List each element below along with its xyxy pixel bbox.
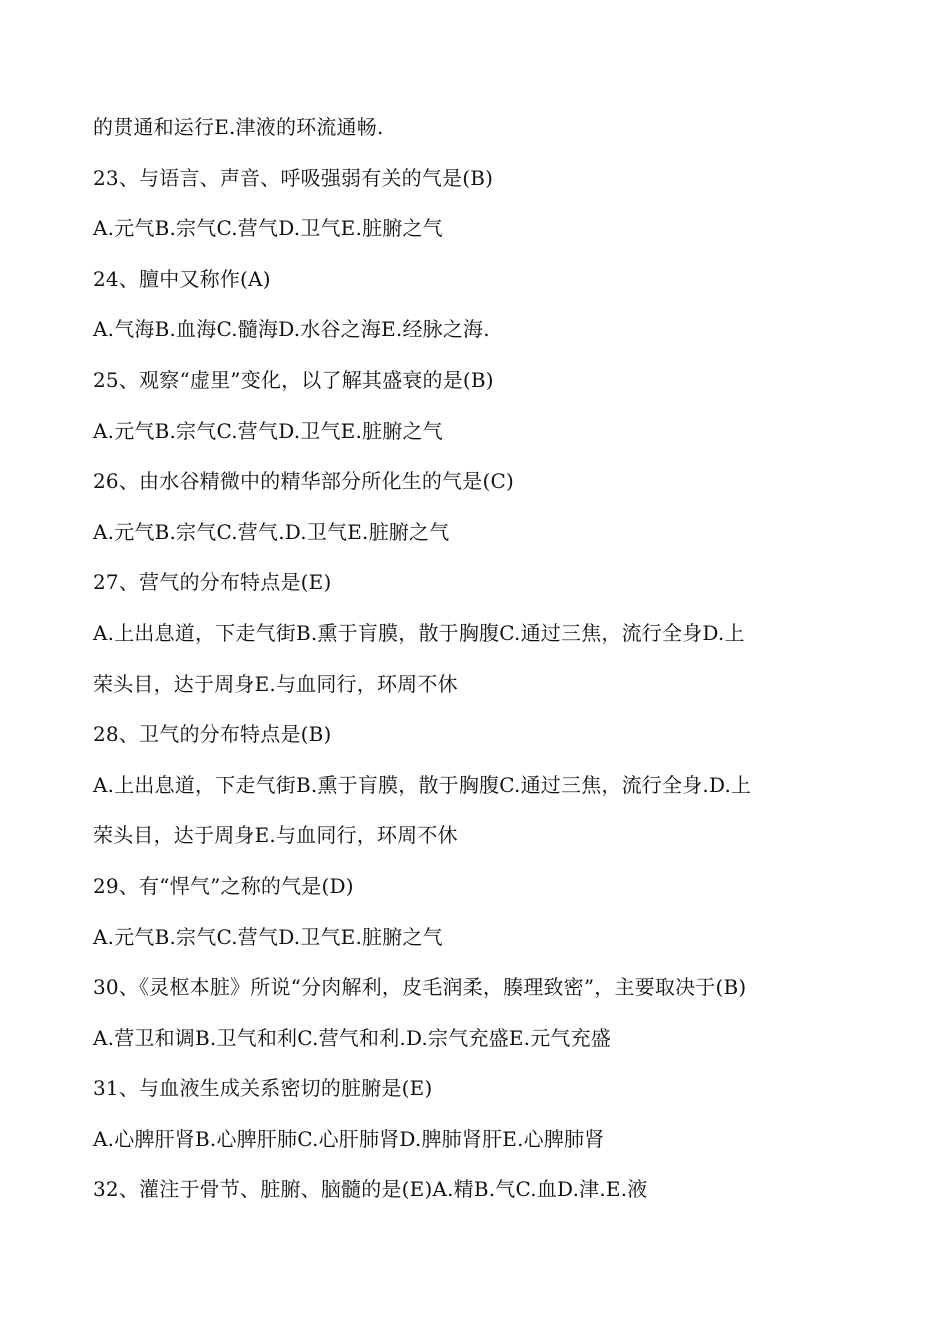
options-27-line-1: A.上出息道，下走气街B.熏于肓膜，散于胸腹C.通过三焦，流行全身D.上 <box>93 620 745 645</box>
question-27: 27、营气的分布特点是(E) <box>93 570 332 595</box>
document-body <box>93 108 883 1221</box>
options-23: A.元气B.宗气C.营气D.卫气E.脏腑之气 <box>93 216 443 241</box>
question-28: 28、卫气的分布特点是(B) <box>93 722 332 747</box>
question-32-with-options: 32、灌注于骨节、脏腑、脑髓的是(E)A.精B.气C.血D.津.E.液 <box>93 1177 648 1202</box>
options-28-line-1: A.上出息道，下走气街B.熏于肓膜，散于胸腹C.通过三焦，流行全身.D.上 <box>93 772 752 797</box>
options-28-line-2: 荣头目，达于周身E.与血同行，环周不休 <box>93 823 458 848</box>
options-27-line-2: 荣头目，达于周身E.与血同行，环周不休 <box>93 671 458 696</box>
question-24: 24、膻中又称作(A) <box>93 266 271 291</box>
options-31: A.心脾肝肾B.心脾肝肺C.心肝肺肾D.脾肺肾肝E.心脾肺肾 <box>93 1126 605 1151</box>
question-29: 29、有“悍气”之称的气是(D) <box>93 873 354 898</box>
question-26: 26、由水谷精微中的精华部分所化生的气是(C) <box>93 469 514 494</box>
options-29: A.元气B.宗气C.营气D.卫气E.脏腑之气 <box>93 924 443 949</box>
question-25: 25、观察“虚里”变化，以了解其盛衰的是(B) <box>93 367 494 392</box>
options-26: A.元气B.宗气C.营气.D.卫气E.脏腑之气 <box>93 519 450 544</box>
text-line-continuation: 的贯通和运行E.津液的环流通畅. <box>93 115 384 139</box>
question-23: 23、与语言、声音、呼吸强弱有关的气是(B) <box>93 165 494 190</box>
options-30: A.营卫和调B.卫气和利C.营气和利.D.宗气充盛E.元气充盛 <box>93 1025 611 1050</box>
options-24: A.气海B.血海C.髓海D.水谷之海E.经脉之海. <box>93 317 490 342</box>
question-31: 31、与血液生成关系密切的脏腑是(E) <box>93 1076 433 1101</box>
options-25: A.元气B.宗气C.营气D.卫气E.脏腑之气 <box>93 418 443 443</box>
question-30: 30、《灵枢本脏》所说“分肉解利，皮毛润柔，腠理致密”，主要取决于(B) <box>93 975 747 1000</box>
